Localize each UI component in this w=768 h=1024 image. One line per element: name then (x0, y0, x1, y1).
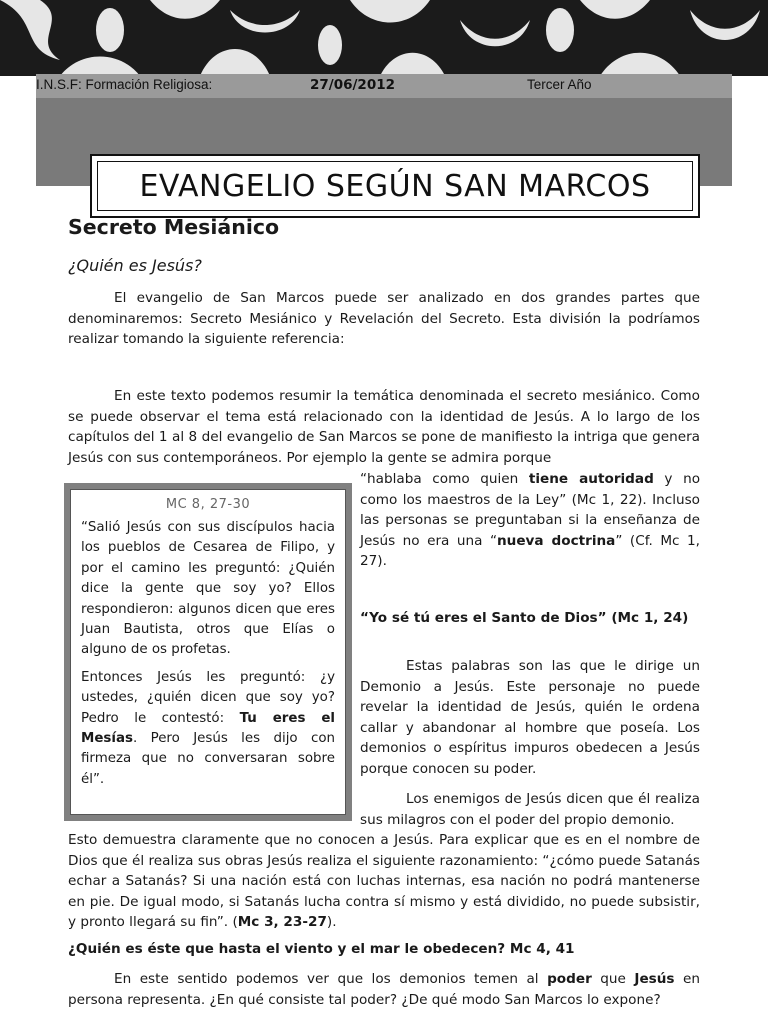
emphasis-power: poder (547, 971, 592, 987)
heading-wind-sea: ¿Quién es éste que hasta el viento y el mar le obedecen? Mc 4, 41 (68, 941, 575, 957)
emphasis-jesus: Jesús (634, 971, 675, 987)
emphasis-messiah: Tu eres el Mesías (81, 710, 335, 747)
paragraph-authority: “hablaba como quien tiene autoridad y no como los maestros de la Ley” (Mc 1, 22). Incluso las personas se preguntaban si la enseñanza de Jesús no era una “nueva doctrina” (Cf. Mc 1, 27). (360, 471, 701, 570)
quote-paragraph-2: Entonces Jesús les preguntó: ¿y ustedes, ¿quién dicen que soy yo? Pedro le contestó: Tu eres el Mesías. Pero Jesús les dijo con firmeza que no conversaran sobre él”. (81, 669, 335, 787)
emphasis-citation: Mc 3, 23-27 (237, 914, 327, 931)
heading-holy-one: “Yo sé tú eres el Santo de Dios” (Mc 1, 24) (360, 610, 689, 626)
paragraph-theme: En este texto podemos resumir la temática denominada el secreto mesiánico. Como se puede observar el tema está relacionado con la identidad de Jesús. A lo largo de los capítulos del 1 al 8 del evangelio de San Marcos se pone de manifiesto la intriga que genera Jesús con sus contemporáneos. Por ejemplo la gente se admira porque (68, 388, 700, 466)
date-label: 27/06/2012 (310, 77, 396, 93)
title-box (90, 154, 700, 218)
paragraph-demon: Estas palabras son las que le dirige un Demonio a Jesús. Este personaje no puede revelar la identidad de Jesús, quién le ordena callar y abandonar al hombre que poseía. Los demonios o espíritus impuros obedecen a Jesús porque conocen su poder. (360, 658, 700, 777)
paragraph-enemies: Los enemigos de Jesús dicen que él realiza sus milagros con el poder del propio demonio. (360, 791, 700, 828)
document-title: EVANGELIO SEGÚN SAN MARCOS (139, 168, 651, 204)
quote-reference: MC 8, 27-30 (165, 497, 251, 512)
section-title: Secreto Mesiánico (68, 215, 280, 239)
year-label: Tercer Año (527, 77, 592, 92)
quote-box-inner (70, 489, 346, 815)
title-box-inner (97, 161, 693, 211)
paragraph-power: En este sentido podemos ver que los demonios temen al poder que Jesús en persona representa. ¿En qué consiste tal poder? ¿De qué modo San Marcos lo expone? (68, 971, 700, 1008)
paragraph-intro: El evangelio de San Marcos puede ser analizado en dos grandes partes que denominaremos: Secreto Mesiánico y Revelación del Secreto. Esta división la podríamos realizar tomando la siguiente referencia: (68, 290, 700, 348)
emphasis-authority: tiene autoridad (528, 471, 654, 487)
emphasis-new-doctrine: nueva doctrina (496, 532, 616, 549)
quote-paragraph-1: “Salió Jesús con sus discípulos hacia los pueblos de Cesarea de Filipo, y por el camino les preguntó: ¿Quién dice la gente que soy yo? Ellos respondieron: algunos dicen que eres Juan Bautista, otros que Elías o alguno de os profetas. (81, 520, 335, 658)
subsection-title: ¿Quién es Jesús? (68, 256, 202, 275)
quote-box (64, 483, 352, 821)
school-label: I.N.S.F: Formación Religiosa: (36, 77, 213, 92)
damask-header-pattern (0, 0, 768, 76)
paragraph-satan: Esto demuestra claramente que no conocen a Jesús. Para explicar que es en el nombre de Dios que él realiza sus obras Jesús realiza el siguiente razonamiento: “¿cómo puede Satanás echar a Satanás? Si una nación está con luchas internas, esa nación no podrá mantenerse en pie. De igual modo, si Satanás lucha contra sí mismo y está dividido, no puede subsistir, y pronto llegará su fin”. (Mc 3, 23-27). (68, 832, 700, 931)
